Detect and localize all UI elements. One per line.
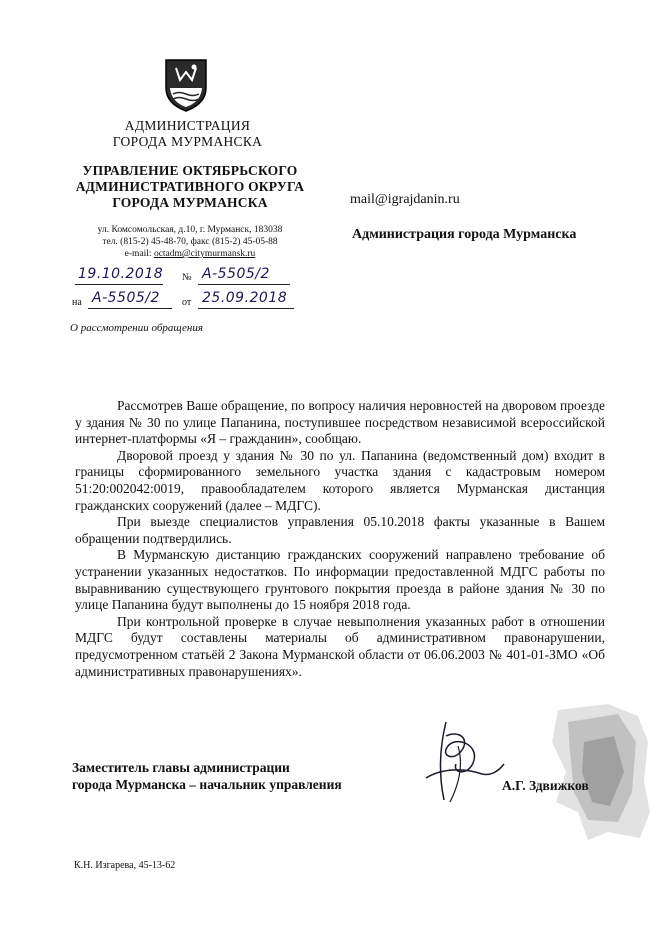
date-underline: [75, 284, 163, 285]
address: ул. Комсомольская, д.10, г. Мурманск, 183038: [97, 225, 283, 235]
outgoing-date: 19.10.2018: [78, 266, 164, 282]
executor-contact: К.Н. Изгарева, 45-13-62: [74, 860, 176, 871]
outgoing-number: А-5505/2: [202, 266, 270, 282]
letter-body: [75, 398, 605, 680]
email-link[interactable]: octadm@citymurmansk.ru: [153, 249, 256, 259]
number-label: №: [182, 272, 192, 283]
recipient-email: mail@igrajdanin.ru: [350, 192, 460, 207]
number-underline: [198, 284, 290, 285]
department-name-line3: ГОРОДА МУРМАНСКА: [112, 195, 268, 210]
handwritten-signature: [418, 716, 508, 806]
phone-fax: тел. (815-2) 45-48-70, факс (815-2) 45-05-88: [102, 237, 278, 247]
department-name-line2: АДМИНИСТРАТИВНОГО ОКРУГА: [75, 179, 305, 194]
administration-name-line1: АДМИНИСТРАЦИЯ: [124, 118, 251, 133]
body-paragraph: При контрольной проверке в случае невыполнения указанных работ в отношении МДГС будут составлены материалы об административном правонарушении, предусмотренном статьёй 2 Закона Мурманской области от 06.06.2003 № 401-01-ЗМО «Об административных правонарушениях».: [75, 613, 605, 679]
stamp-mark: [548, 702, 651, 842]
reference-label: на: [72, 297, 82, 308]
department-name-line1: УПРАВЛЕНИЕ ОКТЯБРЬСКОГО: [82, 163, 298, 178]
body-paragraph: В Мурманскую дистанцию гражданских сооружений направлено требование об устранении указанных недостатков. По информации предоставленной МДГС работы по выравниванию существующего грунтового покрытия проезда в районе здания № 30 по улице Папанина будут выполнены до 15 ноября 2018 года.: [75, 547, 605, 613]
email-line: [70, 248, 310, 260]
administration-name-line2: ГОРОДА МУРМАНСКА: [112, 134, 263, 149]
letter-subject: О рассмотрении обращения: [70, 322, 203, 334]
body-paragraph: Рассмотрев Ваше обращение, по вопросу наличия неровностей на дворовом проезде у здания № 30 по улице Папанина, поступившее посредством независимой всероссийской интернет-платформы «Я – гражданин», сообщаю.: [75, 398, 605, 447]
signatory-name: А.Г. Здвижков: [502, 778, 589, 793]
signatory-title-line1: Заместитель главы администрации: [72, 760, 290, 775]
reference-number-underline: [88, 308, 172, 309]
reference-date-label: от: [182, 297, 192, 308]
reference-date: 25.09.2018: [202, 290, 288, 306]
recipient-name: Администрация города Мурманска: [352, 227, 577, 242]
body-paragraph: При выезде специалистов управления 05.10.2018 факты указанные в Вашем обращении подтвердились.: [75, 514, 605, 546]
signatory-title-line2: города Мурманска – начальник управления: [72, 777, 342, 792]
reference-number: А-5505/2: [92, 290, 160, 306]
city-coat-of-arms-icon: [164, 58, 208, 112]
reference-date-underline: [198, 308, 294, 309]
body-paragraph: Дворовой проезд у здания № 30 по ул. Папанина (ведомственный дом) входит в границы сформированного земельного участка здания с кадастровым номером 51:20:002042:0019, правообладателем которого является Мурманская дистанция гражданских сооружений (далее – МДГС).: [75, 447, 605, 513]
email-label: e-mail:: [124, 249, 154, 259]
